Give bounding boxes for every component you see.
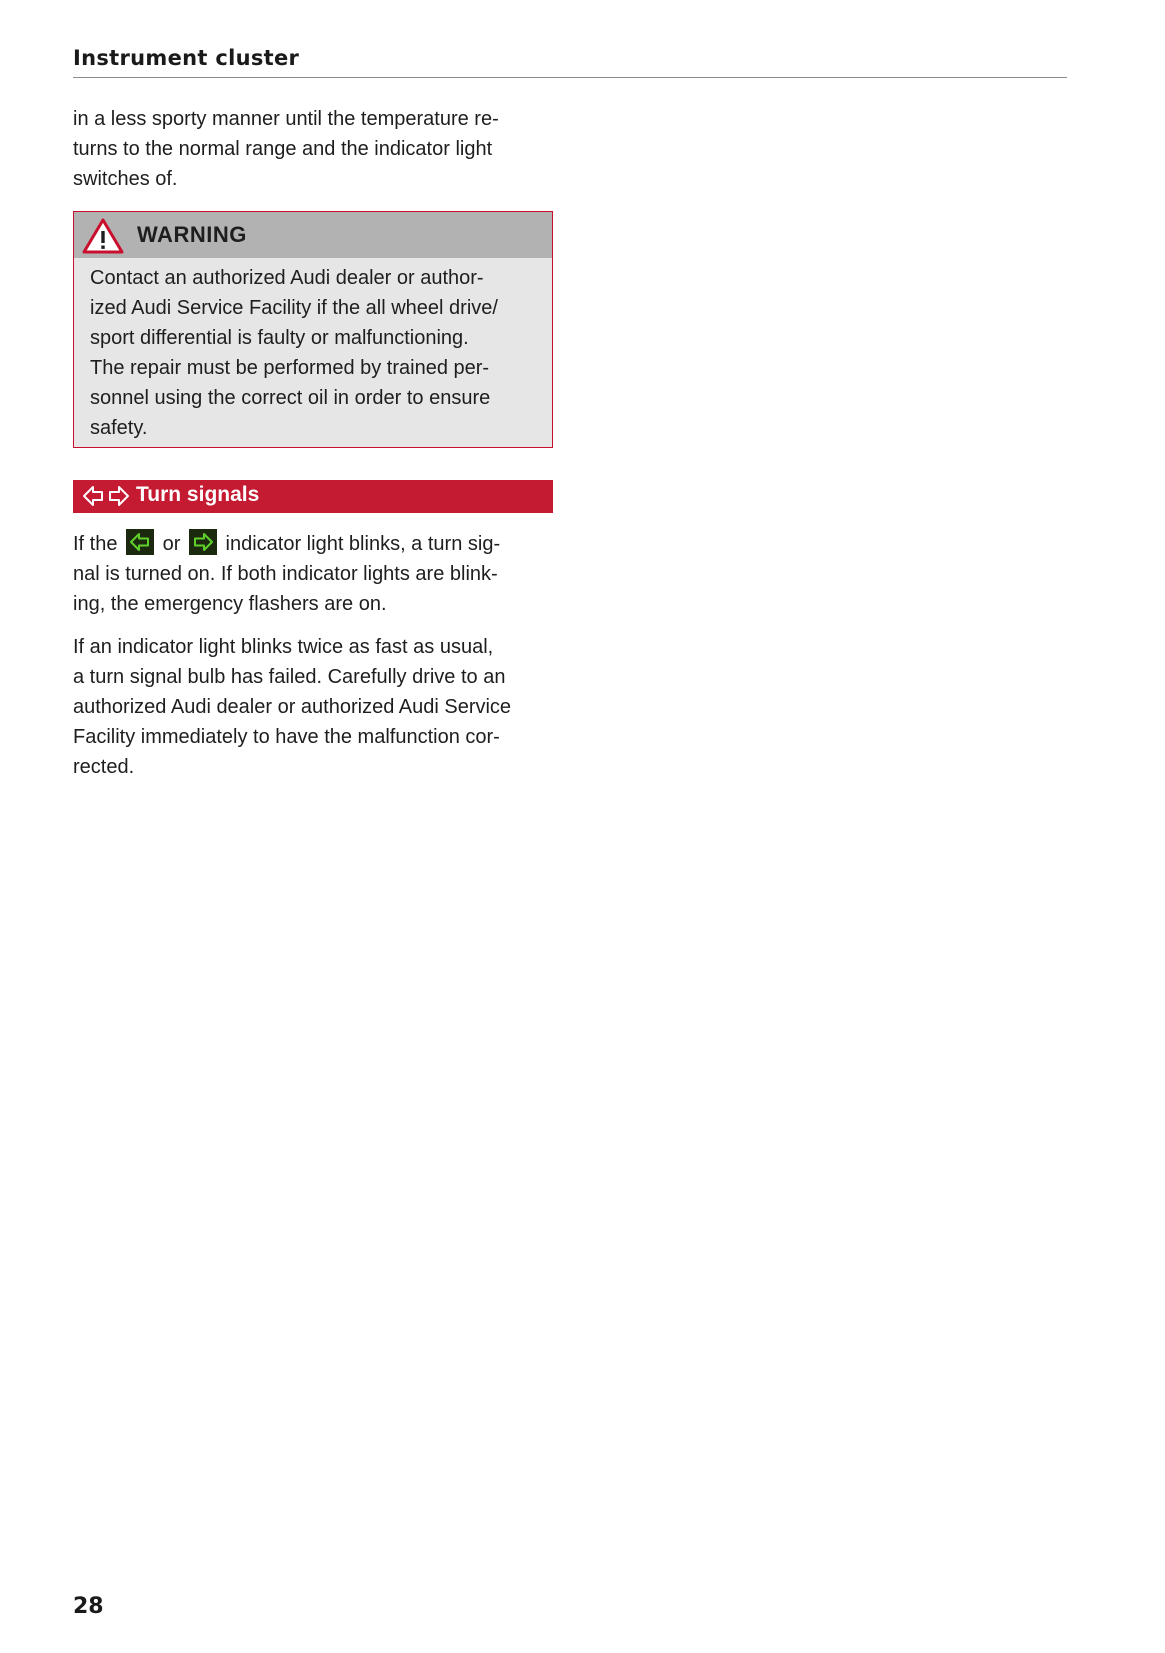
warning-title: WARNING [137,222,247,247]
para1-text: or [162,533,181,555]
turn-left-indicator-icon [126,529,154,555]
intro-paragraph [73,104,553,194]
warning-line: safety. [90,417,148,439]
intro-line: switches of. [73,168,178,190]
turn-right-indicator-icon [189,529,217,555]
section-heading-bar [73,480,553,513]
intro-line: in a less sporty manner until the temperature re- [73,108,499,130]
warning-line: The repair must be performed by trained per- [90,357,490,379]
warning-line: ized Audi Service Facility if the all wheel drive/ [90,297,498,319]
para1-line: ing, the emergency flashers are on. [73,593,387,615]
warning-text [74,258,552,447]
warning-line: sonnel using the correct oil in order to ensure [90,387,491,409]
turn-signal-paragraph [73,529,553,619]
para2-line: authorized Audi dealer or authorized Audi Service [73,696,512,718]
intro-line: turns to the normal range and the indicator light [73,138,493,160]
warning-triangle-icon [82,218,124,254]
para2-line: If an indicator light blinks twice as fast as usual, [73,636,494,658]
turn-right-arrow-icon [108,485,130,507]
para1-text: indicator light blinks, a turn sig- [225,533,501,555]
warning-header [74,212,552,258]
para1-text: If the [73,533,118,555]
warning-line: sport differential is faulty or malfunctioning. [90,327,469,349]
warning-line: Contact an authorized Audi dealer or author- [90,267,484,289]
para2-line: rected. [73,756,135,778]
page-number: 28 [73,1594,104,1619]
para2-line: a turn signal bulb has failed. Carefully drive to an [73,666,506,688]
para1-line: nal is turned on. If both indicator lights are blink- [73,563,498,585]
section-title: Turn signals [136,483,260,506]
page-header [73,44,1067,78]
bulb-failure-paragraph [73,632,553,782]
page-header-title: Instrument cluster [73,46,300,70]
turn-left-arrow-icon [82,485,104,507]
main-column [73,104,553,782]
warning-box [73,211,553,448]
para2-line: Facility immediately to have the malfunction cor- [73,726,500,748]
